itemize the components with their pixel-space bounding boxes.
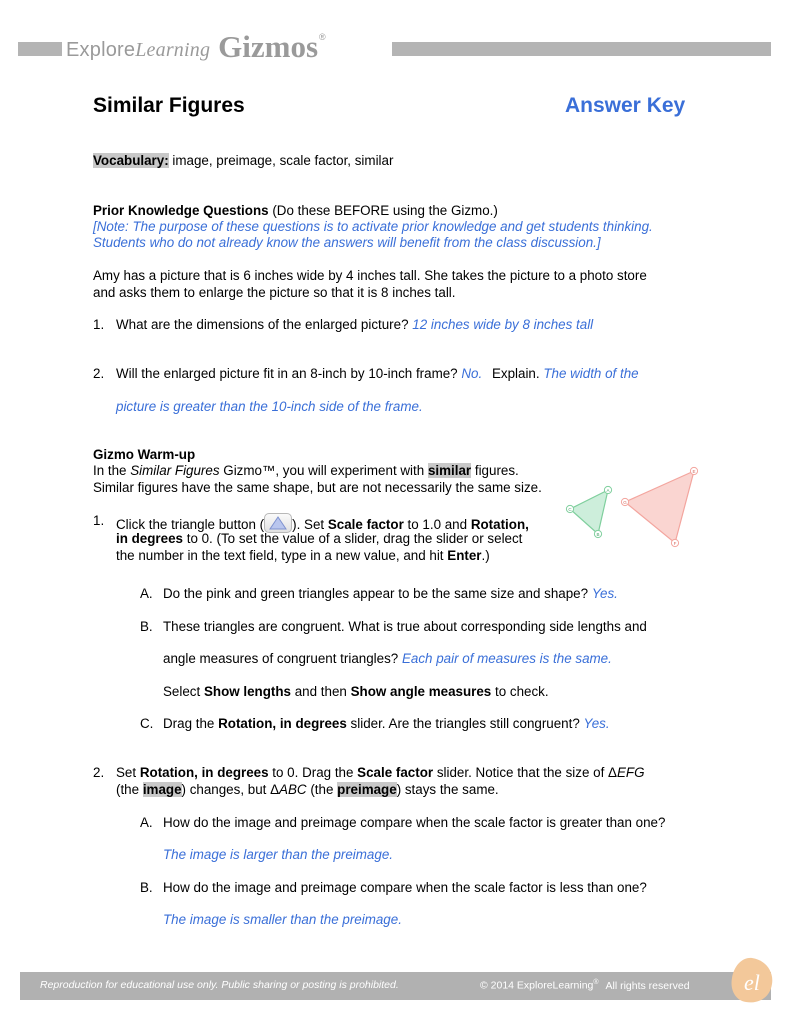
vertex-c [566, 505, 573, 512]
vocabulary-terms: image, preimage, scale factor, similar [172, 153, 394, 168]
text-segment: to 0. (To set the value of a slider, drag the slider or select [186, 531, 523, 546]
footer-reproduction-notice: Reproduction for educational use only. Public sharing or posting is prohibited. [40, 979, 399, 991]
vocab-similar: similar [427, 463, 472, 478]
vertex-label-g: G [623, 500, 627, 505]
warmup-q1-part-b [140, 619, 647, 634]
text-segment: ) stays the same. [396, 782, 499, 797]
part-letter: A. [140, 586, 153, 601]
warmup-q1-part-a [140, 586, 618, 601]
text-segment: .) [481, 548, 490, 563]
vocabulary-label: Vocabulary: [93, 153, 169, 168]
text-segment: ) changes, but Δ [181, 782, 280, 797]
answer-text: Each pair of measures is the same. [401, 651, 612, 666]
text-segment: Select [163, 684, 201, 699]
warmup-q2-part-a-answer: The image is larger than the preimage. [163, 847, 393, 862]
vertex-label-e: E [692, 469, 696, 474]
prior-heading-note: (Do these BEFORE using the Gizmo.) [272, 203, 498, 218]
explain-label: Explain. [491, 366, 540, 381]
text-segment: ). Set [292, 517, 325, 532]
question-number: 1. [93, 317, 105, 332]
warmup-question-1-line-2 [116, 531, 522, 546]
text-segment: Gizmo™, you will experiment with [223, 463, 425, 478]
logo-registered-mark: ® [319, 32, 326, 42]
question-number: 1. [93, 513, 105, 528]
explain-answer-line-1: The width of the [543, 366, 639, 381]
question-number: 2. [93, 765, 105, 780]
enter-term: Enter [447, 548, 482, 563]
green-triangle [570, 490, 608, 534]
part-letter: A. [140, 815, 153, 830]
warmup-q1-part-c [140, 716, 610, 731]
registered-mark: ® [593, 979, 599, 986]
text-segment: and then [294, 684, 347, 699]
part-letter: B. [140, 619, 153, 634]
vertex-b [594, 530, 601, 537]
vocab-preimage: preimage [337, 782, 397, 797]
logo-el-text: el [744, 970, 760, 995]
header-bar-left [18, 42, 62, 56]
similar-triangles-figure [562, 462, 708, 554]
rotation-term: Rotation, in degrees [218, 716, 347, 731]
vertex-label-b: B [596, 532, 600, 537]
warmup-question-2 [93, 765, 645, 780]
rights-text: All rights reserved [605, 979, 690, 992]
vertex-g [621, 498, 628, 505]
prior-question-1 [93, 317, 594, 332]
question-text: What are the dimensions of the enlarged picture? [116, 317, 409, 332]
prior-intro-line-1: Amy has a picture that is 6 inches wide by 4 inches tall. She takes the picture to a photo store [93, 268, 647, 283]
question-text: Do the pink and green triangles appear to be the same size and shape? [163, 586, 589, 601]
scale-factor-term: Scale factor [327, 517, 404, 532]
warmup-q2-part-b-answer: The image is smaller than the preimage. [163, 912, 402, 927]
vertex-label-c: C [568, 507, 572, 512]
warmup-q1-part-b-line-2 [163, 651, 612, 666]
part-letter: B. [140, 880, 153, 895]
triangle-icon [269, 516, 287, 530]
answer-text: No. [461, 366, 483, 381]
warmup-q2-part-a [140, 815, 666, 830]
explorelearning-gizmos-logo [66, 29, 326, 64]
text-segment: to 1.0 and [407, 517, 468, 532]
prior-intro-line-2: and asks them to enlarge the picture so that it is 8 inches tall. [93, 285, 456, 300]
warmup-q1-part-b-instruction [163, 684, 549, 699]
prior-knowledge-heading [93, 203, 498, 218]
vertex-f [671, 539, 678, 546]
gizmo-name: Similar Figures [130, 463, 220, 478]
warmup-q2-part-b [140, 880, 647, 895]
question-text: How do the image and preimage compare when the scale factor is less than one? [163, 880, 647, 895]
show-angle-measures-term: Show angle measures [350, 684, 492, 699]
vocab-image: image [142, 782, 182, 797]
text-segment: In the [93, 463, 127, 478]
footer-copyright [480, 979, 690, 992]
logo-explore-text: Explore [66, 39, 136, 61]
text-segment: slider. Notice that the size of Δ [436, 765, 617, 780]
header-bar-right [392, 42, 771, 56]
vertex-e [690, 467, 697, 474]
part-letter: C. [140, 716, 154, 731]
text-segment: Drag the [163, 716, 215, 731]
text-segment: figures. [474, 463, 519, 478]
text-segment: slider. Are the triangles still congruent? [350, 716, 580, 731]
page-title: Similar Figures [93, 94, 245, 117]
prior-heading-text: Prior Knowledge Questions [93, 203, 269, 218]
answer-text: Yes. [583, 716, 610, 731]
text-segment: (the [116, 782, 140, 797]
answer-key-label: Answer Key [565, 94, 686, 117]
question-number: 2. [93, 366, 105, 381]
warmup-paragraph-2: Similar figures have the same shape, but are not necessarily the same size. [93, 480, 542, 495]
question-text: How do the image and preimage compare when the scale factor is greater than one? [163, 815, 666, 830]
triangle-efg: EFG [616, 765, 645, 780]
warmup-heading-text: Gizmo Warm-up [93, 447, 196, 462]
triangle-abc: ABC [279, 782, 307, 797]
question-text: angle measures of congruent triangles? [163, 651, 399, 666]
vertex-label-f: F [673, 541, 677, 546]
explorelearning-el-logo [728, 954, 776, 1006]
teacher-note-line-1: [Note: The purpose of these questions is to activate prior knowledge and get students thinking. [93, 219, 653, 234]
warmup-question-1-line-3 [116, 548, 490, 563]
vertex-a [604, 486, 611, 493]
text-segment: to check. [494, 684, 549, 699]
rotation-term: Rotation, in degrees [139, 765, 269, 780]
answer-text: Yes. [591, 586, 618, 601]
explain-answer-line-2: picture is greater than the 10-inch side of the frame. [116, 399, 423, 414]
question-text: Will the enlarged picture fit in an 8-inch by 10-inch frame? [116, 366, 458, 381]
pink-triangle [625, 471, 694, 543]
vertex-label-a: A [606, 488, 610, 493]
in-degrees-term: in degrees [116, 531, 183, 546]
logo-gizmos-text: Gizmos [218, 29, 319, 64]
scale-factor-term: Scale factor [357, 765, 434, 780]
copyright-text: © 2014 ExploreLearning [480, 979, 594, 992]
vocabulary-line [93, 153, 393, 168]
logo-learning-text: Learning [135, 39, 211, 61]
warmup-question-2-line-2 [116, 782, 499, 797]
triangle-button[interactable] [264, 513, 292, 533]
text-segment: Set [116, 765, 137, 780]
warmup-question-1 [93, 513, 529, 532]
warmup-paragraph-1 [93, 463, 519, 478]
rotation-term: Rotation, [470, 517, 529, 532]
question-text: These triangles are congruent. What is true about corresponding side lengths and [163, 619, 647, 634]
text-segment: Click the triangle button ( [116, 517, 265, 532]
text-segment: the number in the text field, type in a new value, and hit [116, 548, 444, 563]
answer-text: 12 inches wide by 8 inches tall [412, 317, 594, 332]
text-segment: (the [310, 782, 334, 797]
warmup-heading [93, 447, 195, 462]
text-segment: to 0. Drag the [272, 765, 354, 780]
teacher-note-line-2: Students who do not already know the answers will benefit from the class discussion.] [93, 235, 601, 250]
prior-question-2 [93, 366, 639, 381]
show-lengths-term: Show lengths [203, 684, 291, 699]
